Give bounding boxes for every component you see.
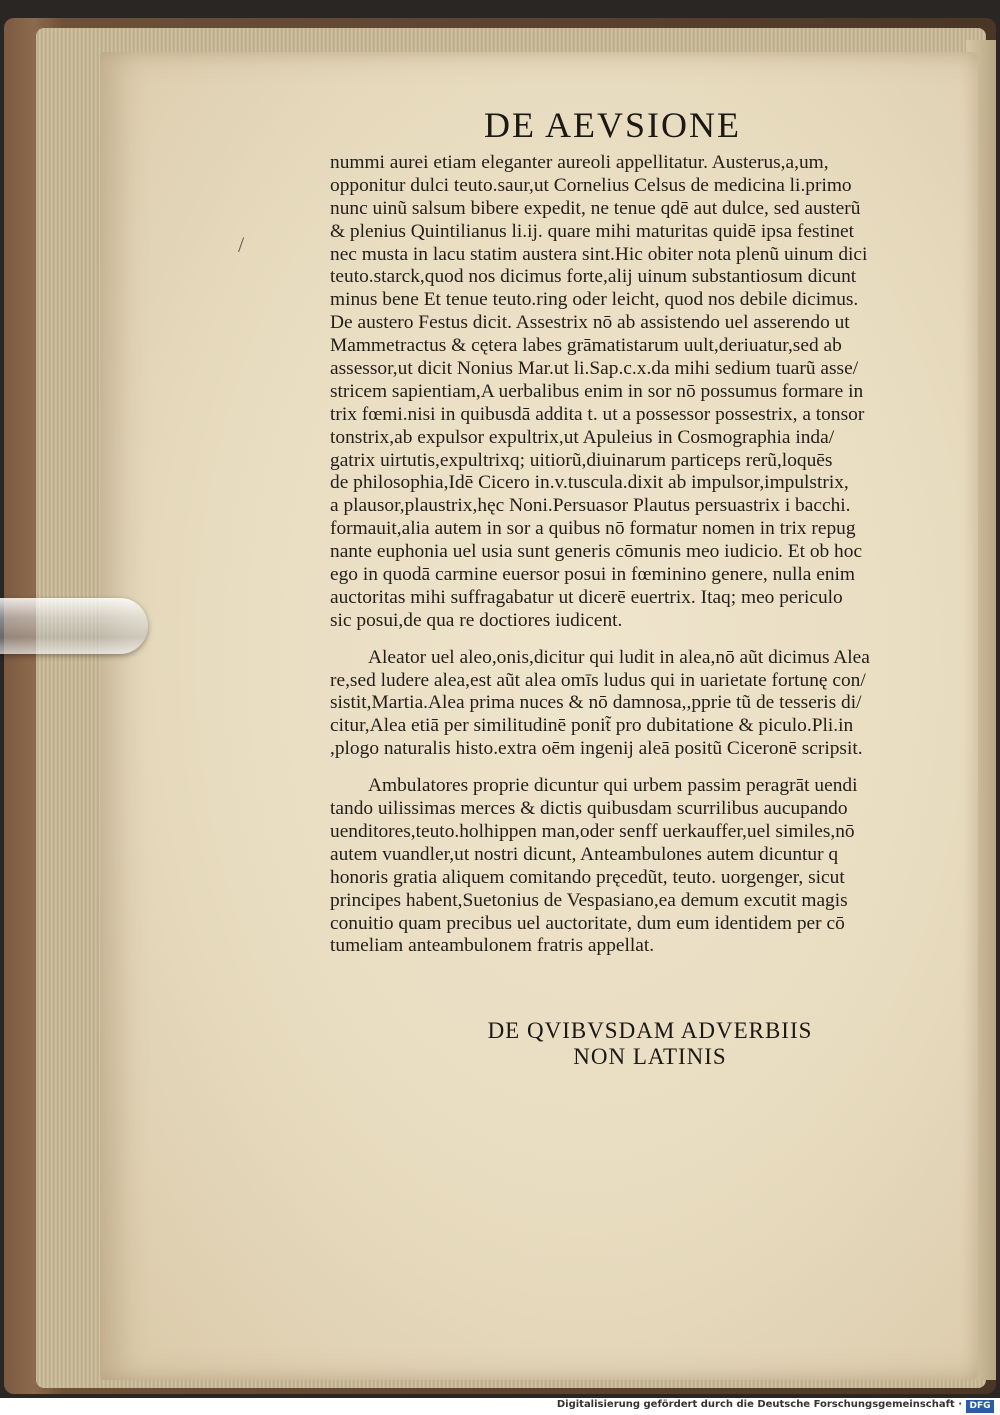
text-line: Ambulatores proprie dicuntur qui urbem passim peragrāt uendi — [368, 775, 858, 797]
dfg-logo-icon: DFG — [966, 1400, 994, 1413]
paragraph-austerus — [330, 152, 940, 633]
glass-weight-rod — [0, 598, 148, 654]
text-line: a plausor,plaustrix,hęc Noni.Persuasor Plautus persuastrix i bacchi. — [330, 495, 851, 517]
paragraph-ambulatores — [330, 775, 940, 958]
text-line: citur,Alea etiā per similitudinē ponit̃ pro dubitatione & piculo.Pli.in — [330, 715, 854, 737]
text-line: ,plogo naturalis histo.extra oēm ingenij aleā positũ Ciceronē scripsit. — [330, 738, 863, 760]
section-title — [440, 1018, 860, 1070]
text-line: assessor,ut dicit Nonius Mar.ut li.Sap.c.x.da mihi sedium tuarũ asse/ — [330, 358, 859, 380]
text-line: & plenius Quintilianus li.ij. quare mihi maturitas quidē ipsa festinet — [330, 220, 855, 242]
text-line: teuto.starck,quod nos dicimus forte,alij uinum substantiosum dicunt — [330, 266, 857, 288]
text-line: ego in quodā carmine euersor posui in fœminino genere, nulla enim — [330, 564, 856, 586]
text-line: nante euphonia uel usia sunt generis cōmunis meo iudicio. Et ob hoc — [330, 541, 863, 563]
text-line: tonstrix,ab expulsor expultrix,ut Apuleius in Cosmographia inda/ — [330, 426, 835, 448]
funding-credit: Digitalisierung gefördert durch die Deutsche Forschungsgemeinschaft · — [556, 1399, 962, 1410]
text-line: gatrix uirtutis,expultrixq; uitiorũ,diuinarum particeps rerũ,loquēs — [330, 449, 833, 471]
text-line: tumeliam anteambulonem fratris appellat. — [330, 935, 655, 957]
text-line: re,sed ludere alea,est aũt alea omīs ludus qui in uarietate fortunę con/ — [330, 669, 866, 691]
text-line: opponitur dulci teuto.saur,ut Cornelius Celsus de medicina li.primo — [330, 174, 852, 196]
text-line: auctoritas mihi suffragabatur ut dicerē euertrix. Itaq; meo periculo — [330, 586, 843, 608]
text-line: tando uilissimas merces & dictis quibusdam scurrilibus aucupando — [330, 798, 848, 820]
text-line: minus bene Et tenue teuto.ring oder leicht, quod nos debile dicimus. — [330, 289, 859, 311]
margin-mark: / — [238, 232, 245, 257]
body-text — [330, 152, 940, 958]
text-line: autem vuandler,ut nostri dicunt, Anteambulones autem dicuntur q — [330, 843, 839, 865]
text-line: de philosophia,Idē Cicero in.v.tuscula.dixit ab impulsor,impulstrix, — [330, 472, 849, 494]
text-line: nummi aurei etiam eleganter aureoli appellitatur. Austerus,a,um, — [330, 152, 829, 173]
text-line: honoris gratia aliquem comitando pręcedũt, teuto. uorgenger, sicut — [330, 866, 845, 888]
text-line: sic posui,de qua re doctiores iudicent. — [330, 609, 623, 631]
text-line: nunc uinũ salsum bibere expedit, ne tenue qdē aut dulce, sed austerũ — [330, 197, 861, 219]
text-line: stricem sapientiam,A uerbalibus enim in sor nō possumus formare in — [330, 380, 864, 402]
text-line: sistit,Martia.Alea prima nuces & nō damnosa,,pprie tũ de tesseris di/ — [330, 692, 862, 714]
section-title-line: DE QVIBVSDAM ADVERBIIS — [487, 1018, 813, 1043]
text-line: principes habent,Suetonius de Vespasiano,ea demum excutit magis — [330, 889, 848, 911]
section-title-line: NON LATINIS — [573, 1044, 727, 1069]
text-line: Aleator uel aleo,onis,dicitur qui ludit in alea,nō aũt dicimus Alea — [368, 646, 870, 668]
text-line: formauit,alia autem in sor a quibus nō formatur nomen in trix repug — [330, 518, 856, 540]
running-head: DE AEVSIONE — [484, 105, 741, 145]
paragraph-aleator — [330, 647, 940, 761]
text-line: Mammetractus & cętera labes grāmatistarum uult,deriuatur,sed ab — [330, 335, 842, 357]
text-line: trix fœmi.nisi in quibusdā addita t. ut a possessor possestrix, a tonsor — [330, 403, 865, 425]
text-line: nec musta in lacu statim austera sint.Hic obiter nota plenũ uinum dici — [330, 243, 868, 265]
text-line: De austero Festus dicit. Assestrix nō ab assistendo uel asserendo ut — [330, 312, 850, 334]
text-line: uenditores,teuto.holhippen man,oder senff uerkauffer,uel similes,nō — [330, 820, 855, 842]
text-line: conuitio quam precibus uel auctoritate, dum eum identidem per cō — [330, 912, 845, 934]
